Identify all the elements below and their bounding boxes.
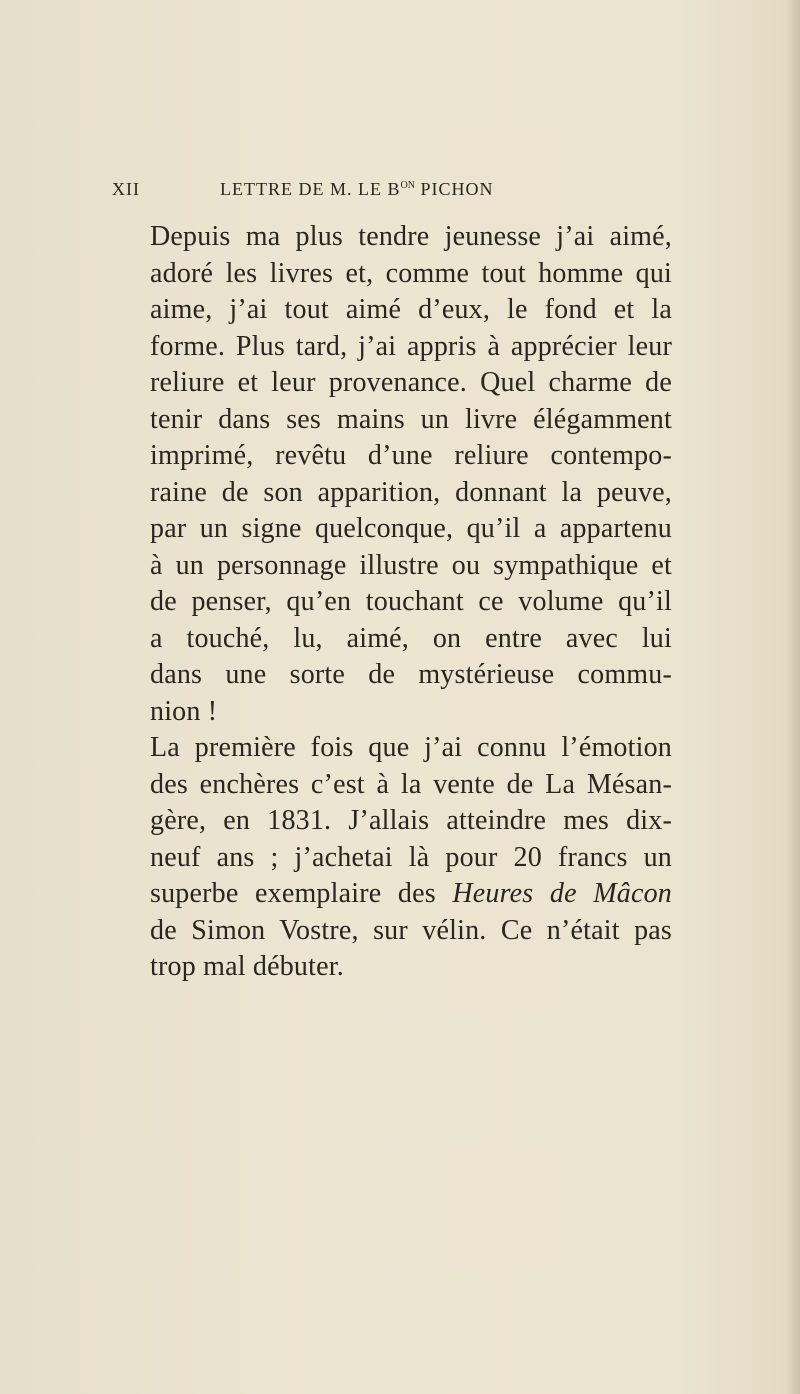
text-line: neuf ans ; j’achetai là pour 20 francs un (150, 841, 672, 873)
text-line: adoré les livres et, comme tout homme qui (150, 257, 672, 289)
text-line: tenir dans ses mains un livre élégamment (150, 403, 672, 435)
text-line: superbe exemplaire des Heures de Mâcon (150, 878, 672, 909)
running-header (112, 179, 672, 205)
letter-body (150, 219, 672, 986)
text-line: aime, j’ai tout aimé d’eux, le fond et la (150, 294, 672, 325)
text-line: de Simon Vostre, sur vélin. Ce n’était pas (150, 914, 672, 946)
text-line: à un personnage illustre ou sympathique et (150, 549, 672, 581)
page-number: XII (112, 179, 140, 199)
book-title: Heures de Mâcon (452, 878, 672, 909)
paragraph-2 (150, 730, 672, 986)
text-line: nion ! (150, 695, 218, 727)
text-line: par un signe quelconque, qu’il a appartenu (150, 513, 672, 544)
text-line: trop mal débuter. (150, 951, 344, 982)
text-line: forme. Plus tard, j’ai appris à apprécier leur (150, 330, 672, 362)
text-line: imprimé, revêtu d’une reliure contempo- (150, 440, 672, 471)
text-line: Depuis ma plus tendre jeunesse j’ai aimé, (150, 221, 672, 252)
text-line: de penser, qu’en touchant ce volume qu’il (150, 586, 672, 617)
text-line: La première fois que j’ai connu l’émotion (150, 732, 672, 763)
text-line: gère, en 1831. J’allais atteindre mes dix- (150, 805, 672, 836)
page-edge-shadow (786, 0, 800, 1394)
text-line: reliure et leur provenance. Quel charme de (150, 367, 672, 398)
text-line: dans une sorte de mystérieuse commu- (150, 659, 672, 690)
running-title: LETTRE DE M. LE $B^{ON}$ PICHON (220, 179, 494, 199)
text-line: raine de son apparition, donnant la peuve, (150, 476, 672, 508)
paragraph-1 (150, 219, 672, 730)
text-line: a touché, lu, aimé, on entre avec lui (150, 622, 672, 654)
text-line: des enchères c’est à la vente de La Mésan- (150, 768, 672, 800)
